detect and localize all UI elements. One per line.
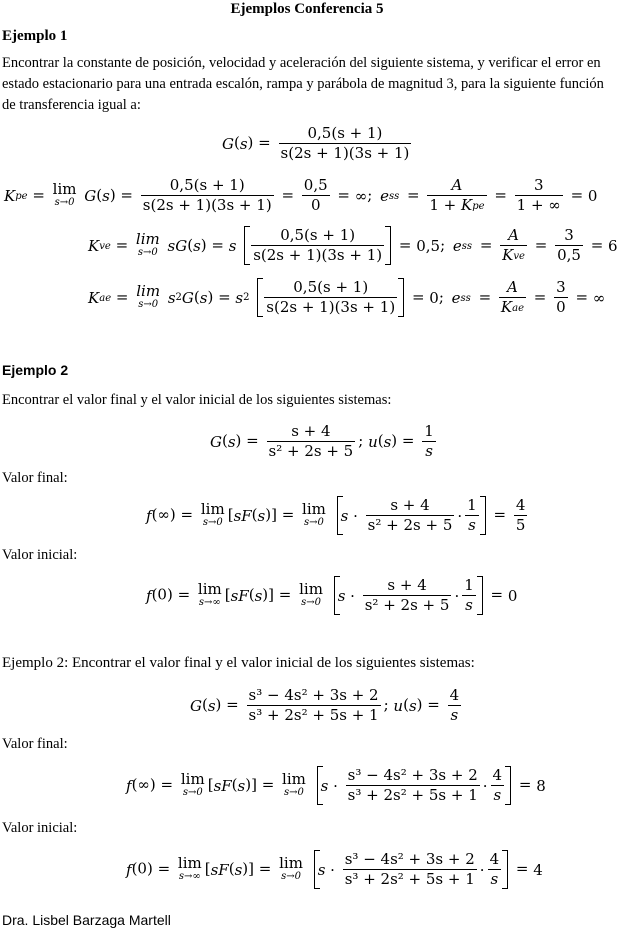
ka-eq: Kae = lim s→0 s2G(s) = s2 $\frac{0,5(s + 1)}{s(2s + 1)(3s + 1)}$ = 0; ess = $\frac{A}{\text{Kae}}$ = $\frac{3}{0}$ = ∞ <box>88 278 606 317</box>
ex3-system-eq: G(s) = $\frac{\text{s³ − 4s² + 3s + 2}}{\text{s³ + 2s² + 5s + 1}}$ ; u(s) = $\frac{4}{s}$ <box>190 686 460 724</box>
ex3-final-label: Valor final: <box>2 736 68 752</box>
ex2-initial-label: Valor inicial: <box>2 547 78 563</box>
ex3-initial-eq: f(0) = lim s→∞ [sF(s)] = lim s→0 s · $\frac{\text{s³ − 4s² + 3s + 2}}{\text{s³ + 2s² + 5s + 1}}$ · $\frac{4}{s}$ = 4 <box>126 850 543 888</box>
author-footer: Dra. Lisbel Barzaga Martell <box>2 912 171 928</box>
example2-statement: Encontrar el valor final y el valor inicial de los siguientes sistemas: <box>2 392 392 408</box>
ess-position-value: 0 <box>587 186 598 205</box>
kv-eq: Kve = lim s→0 sG(s) = s $\frac{0,5(s + 1)}{s(2s + 1)(3s + 1)}$ = 0,5; ess = $\frac{A}{\text{Kve}}$ = $\frac{3}{0,5}$ = 6 <box>88 226 618 265</box>
kp-eq: Kpe = lim s→0 G(s) = $\frac{0,5(s + 1)}{s(2s + 1)(3s + 1)}$ = $\frac{0,5}{0}$ = ∞; ess = $\frac{A}{\text{1 + Kpe}}$ = $\frac{3}{1 + \infty}$ = 0 <box>4 176 598 215</box>
ex2-final-label: Valor final: <box>2 470 68 486</box>
tf-numerator: 0,5(s + 1) <box>307 124 383 142</box>
example1-heading: Ejemplo 1 <box>2 28 68 44</box>
page-title: Ejemplos Conferencia 5 <box>230 1 384 17</box>
example2-heading: Ejemplo 2 <box>2 362 69 378</box>
ess-velocity-value: 6 <box>608 236 618 255</box>
ex3-final-eq: f(∞) = lim s→0 [sF(s)] = lim s→0 s · $\frac{\text{s³ − 4s² + 3s + 2}}{\text{s³ + 2s² + 5s + 1}}$ · $\frac{4}{s}$ = 8 <box>126 766 546 804</box>
transfer-function-eq: G(s) = $\frac{0,5(s + 1)}{s(2s + 1)(3s + 1)}$ <box>222 124 410 162</box>
tf-denominator: s(2s + 1)(3s + 1) <box>280 144 410 162</box>
ex3-initial-label: Valor inicial: <box>2 820 78 836</box>
example3-heading: Ejemplo 2: Encontrar el valor final y el valor inicial de los siguientes sistemas: <box>2 655 475 671</box>
ex2-initial-eq: f(0) = lim s→∞ [sF(s)] = lim s→0 s · $\frac{s + 4}{\text{s² + 2s + 5}}$ · $\frac{1}{s}$ = 0 <box>146 576 518 614</box>
ess-acceleration-value: ∞ <box>592 288 606 307</box>
ex2-final-eq: f(∞) = lim s→0 [sF(s)] = lim s→0 s · $\frac{s + 4}{\text{s² + 2s + 5}}$ · $\frac{1}{s}$ = $\frac{4}{5}$ <box>146 496 526 534</box>
example1-statement: Encontrar la constante de posición, velocidad y aceleración del siguiente sistema, y verificar el error en estado estacionario para una entrada escalón, rampa y parábola de magnitud 3, para la siguiente función de transferencia igual a: <box>2 55 604 113</box>
ex2-system-eq: G(s) = $\frac{s + 4}{\text{s² + 2s + 5}}$ ; u(s) = $\frac{1}{s}$ <box>210 422 434 460</box>
